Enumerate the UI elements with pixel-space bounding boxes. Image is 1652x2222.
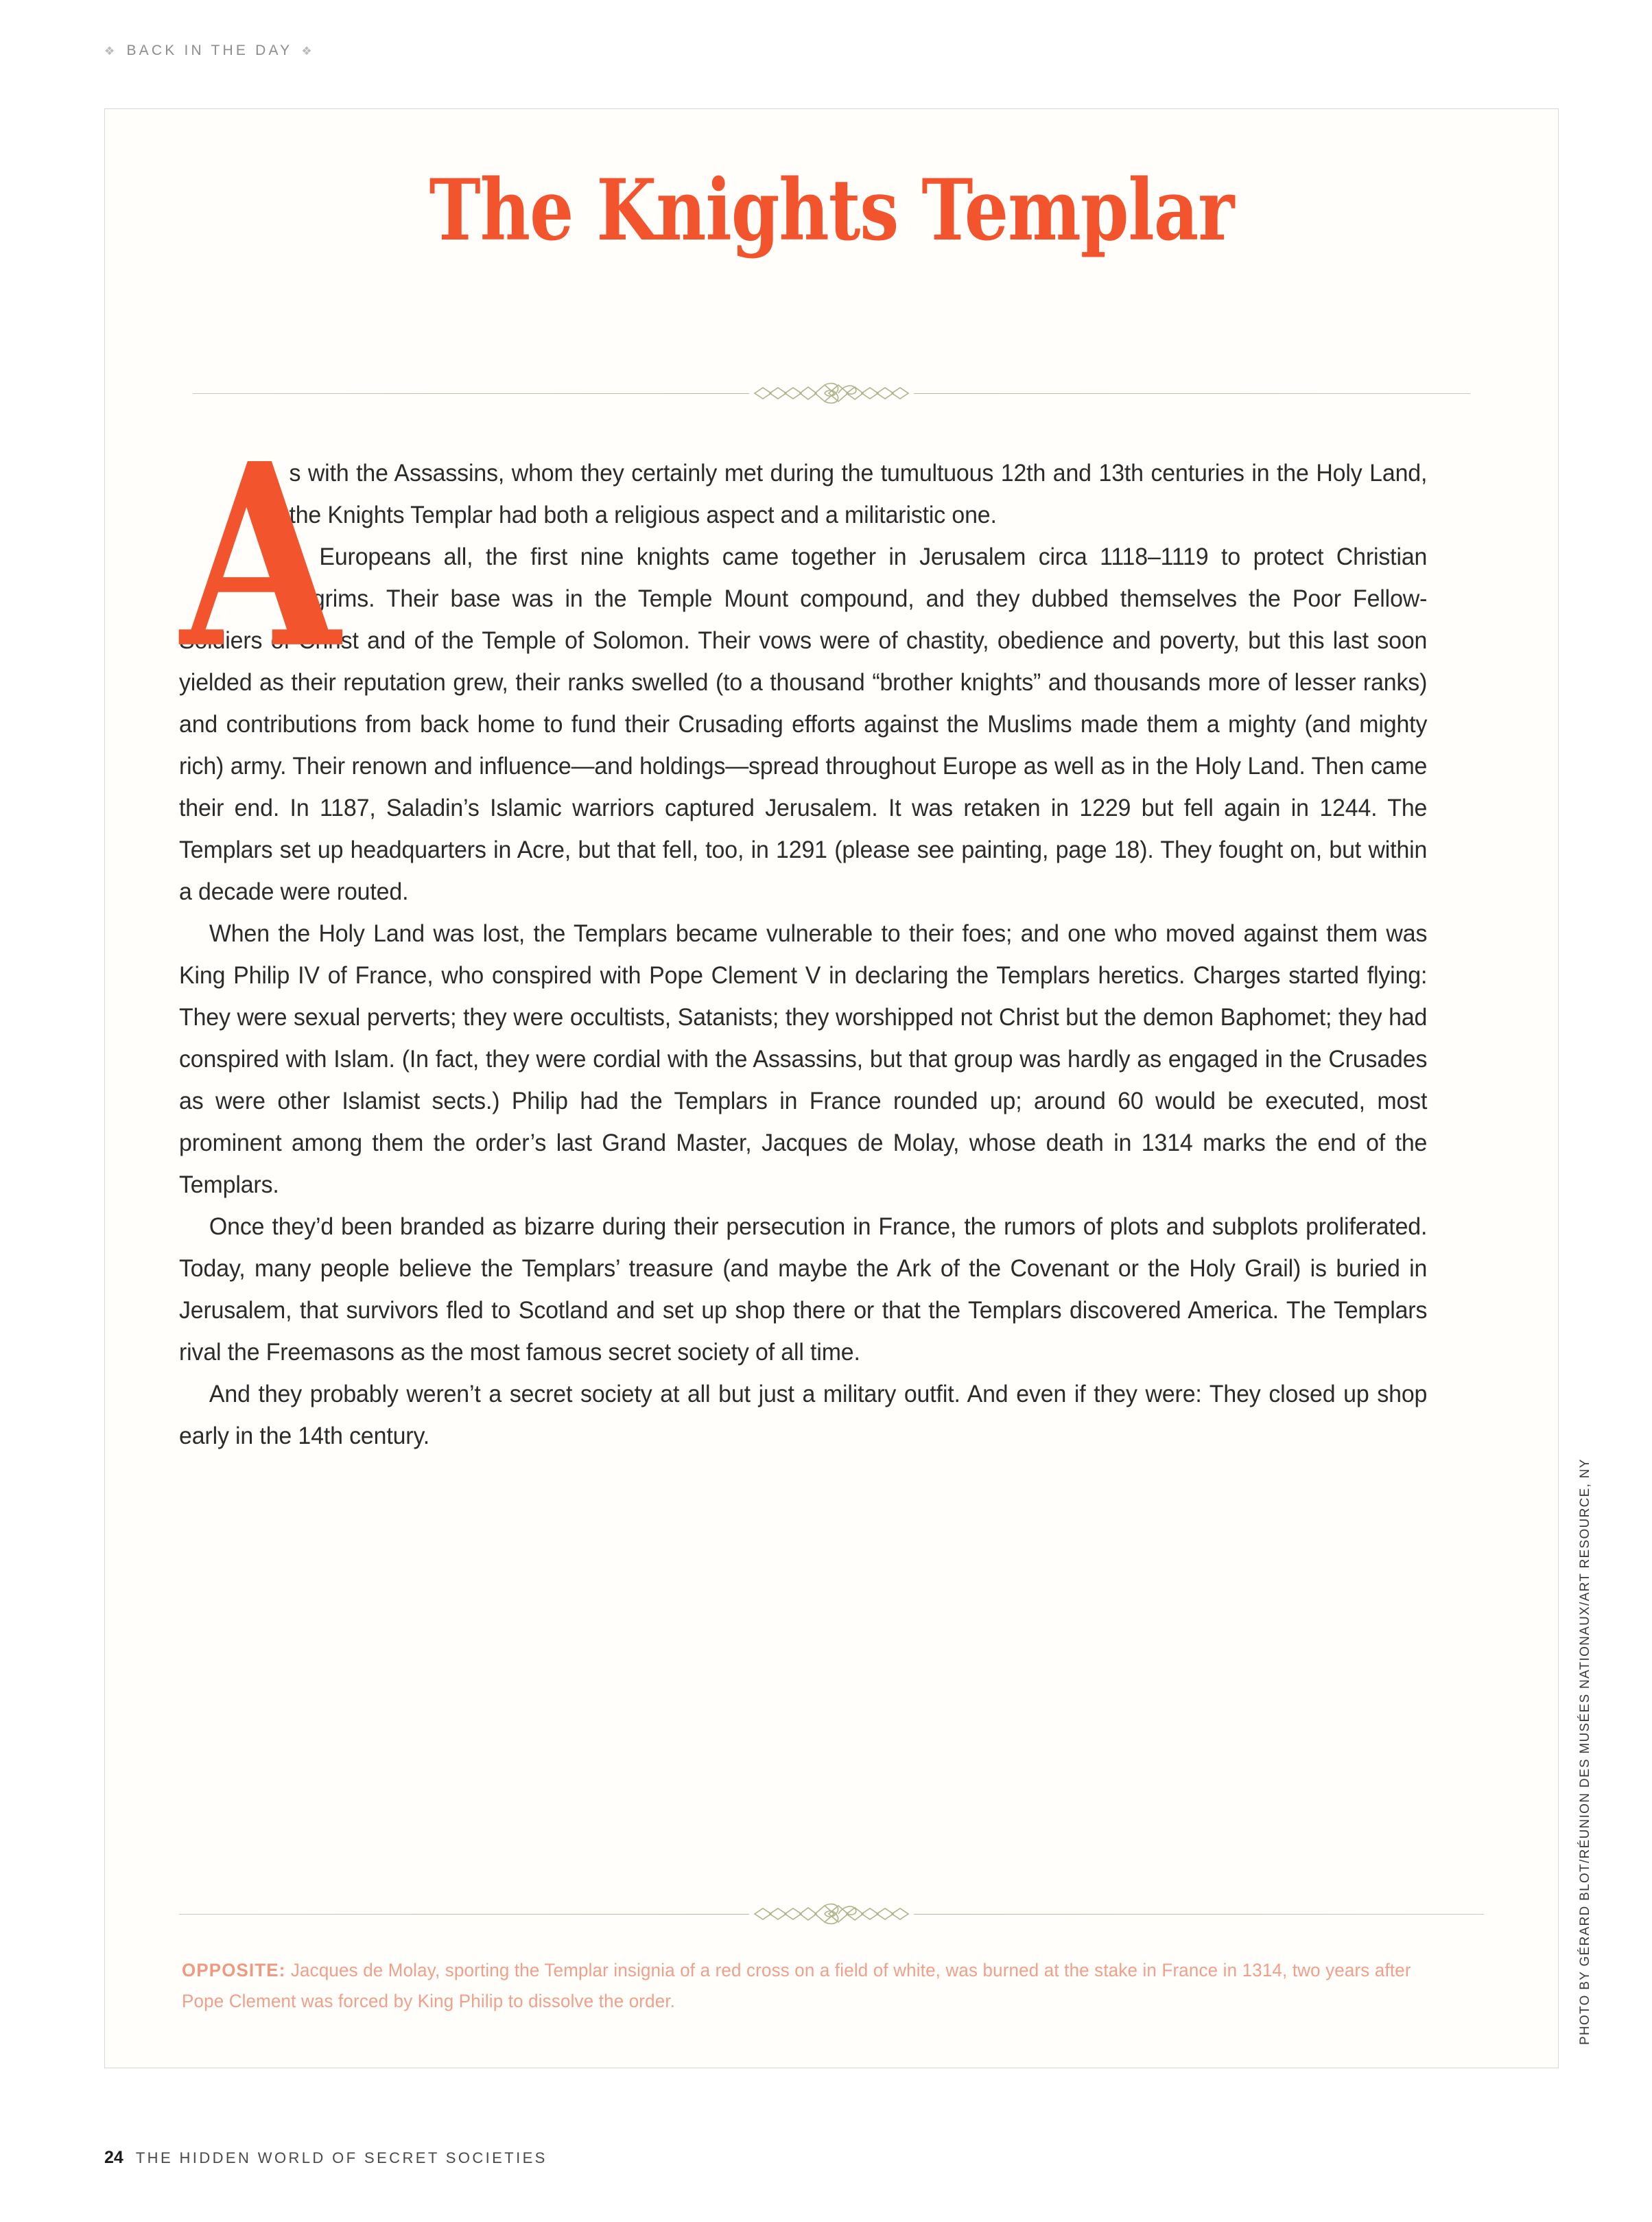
running-head — [104, 43, 315, 59]
paragraph-2: Europeans all, the first nine knights came together in Jerusalem circa 1118–1119 to protect Christian pilgrims. Their base was in the Temple Mount compound, and they dubbed themselves the Poor Fellow-Soldiers of Christ and of the Temple of Solomon. Their vows were of chastity, obedience and poverty, but this last soon yielded as their reputation grew, their ranks swelled (to a thousand “brother knights” and thousands more of lesser ranks) and contributions from back home to fund their Crusading efforts against the Muslims made them a mighty (and mighty rich) army. Their renown and influence—and holdings—spread throughout Europe as well as in the Holy Land. Then came their end. In 1187, Saladin’s Islamic warriors captured Jerusalem. It was retaken in 1229 but fell again in 1244. The Templars set up headquarters in Acre, but that fell, too, in 1291 (please see painting, page 18). They fought on, but within a decade were routed. — [179, 543, 1428, 905]
dropcap-float-spacer — [179, 452, 289, 614]
knot-ornament-icon-bottom — [749, 1900, 914, 1928]
ornament-left-icon: ❖ — [104, 44, 118, 58]
photo-credit-text: PHOTO BY GÉRARD BLOT/RÉUNION DES MUSÉES NATIONAUX/ART RESOURCE, NY — [1578, 1458, 1592, 2045]
photo-caption — [182, 1955, 1433, 2017]
divider-top — [193, 379, 1470, 407]
paragraph-5: And they probably weren’t a secret society at all but just a military outfit. And even if they were: They closed up shop early in the 14th century. — [179, 1380, 1428, 1449]
divider-line-left — [193, 393, 749, 394]
ornament-right-icon: ❖ — [301, 44, 315, 58]
caption-text: Jacques de Molay, sporting the Templar insignia of a red cross on a field of white, was burned at the stake in France in 1314, two years after Pope Clement was forced by King Philip to dissolve the order. — [182, 1960, 1411, 2011]
running-head-label: BACK IN THE DAY — [126, 43, 293, 58]
book-title: THE HIDDEN WORLD OF SECRET SOCIETIES — [135, 2149, 547, 2166]
page-title: The Knights Templar — [429, 160, 1234, 260]
divider-line-right — [914, 393, 1470, 394]
paragraph-1-text: s with the Assassins, whom they certainly met during the tumultuous 12th and 13th centuries in the Holy Land, the Knights Templar had both a religious aspect and a militaristic one. — [289, 459, 1428, 528]
page-frame — [104, 108, 1559, 2068]
paragraph-3: When the Holy Land was lost, the Templars became vulnerable to their foes; and one who moved against them was King Philip IV of France, who conspired with Pope Clement V in declaring the Templars heretics. Charges started flying: They were sexual perverts; they were occultists, Satanists; they worshipped not Christ but the demon Baphomet; they had conspired with Islam. (In fact, they were cordial with the Assassins, but that group was hardly as engaged in the Crusades as were other Islamist sects.) Philip had the Templars in France rounded up; around 60 would be executed, most prominent among them the order’s last Grand Master, Jacques de Molay, whose death in 1314 marks the end of the Templars. — [179, 920, 1428, 1198]
divider-line-right-bottom — [914, 1914, 1484, 1915]
drop-cap: A — [180, 408, 340, 704]
knot-ornament-icon — [749, 379, 914, 407]
caption-lead: OPPOSITE: — [182, 1960, 286, 1980]
page-number: 24 — [104, 2148, 123, 2167]
page-footer — [104, 2148, 547, 2168]
paragraph-4: Once they’d been branded as bizarre during their persecution in France, the rumors of plots and subplots proliferated. Today, many people believe the Templars’ treasure (and maybe the Ark of the Covenant or the Holy Grail) is buried in Jerusalem, that survivors fled to Scotland and set up shop there or that the Templars discovered America. The Templars rival the Freemasons as the most famous secret society of all time. — [179, 1213, 1428, 1366]
article-body — [179, 408, 1428, 1457]
paragraph-1 — [179, 452, 1427, 536]
divider-bottom — [179, 1900, 1484, 1928]
divider-line-left-bottom — [179, 1914, 749, 1915]
